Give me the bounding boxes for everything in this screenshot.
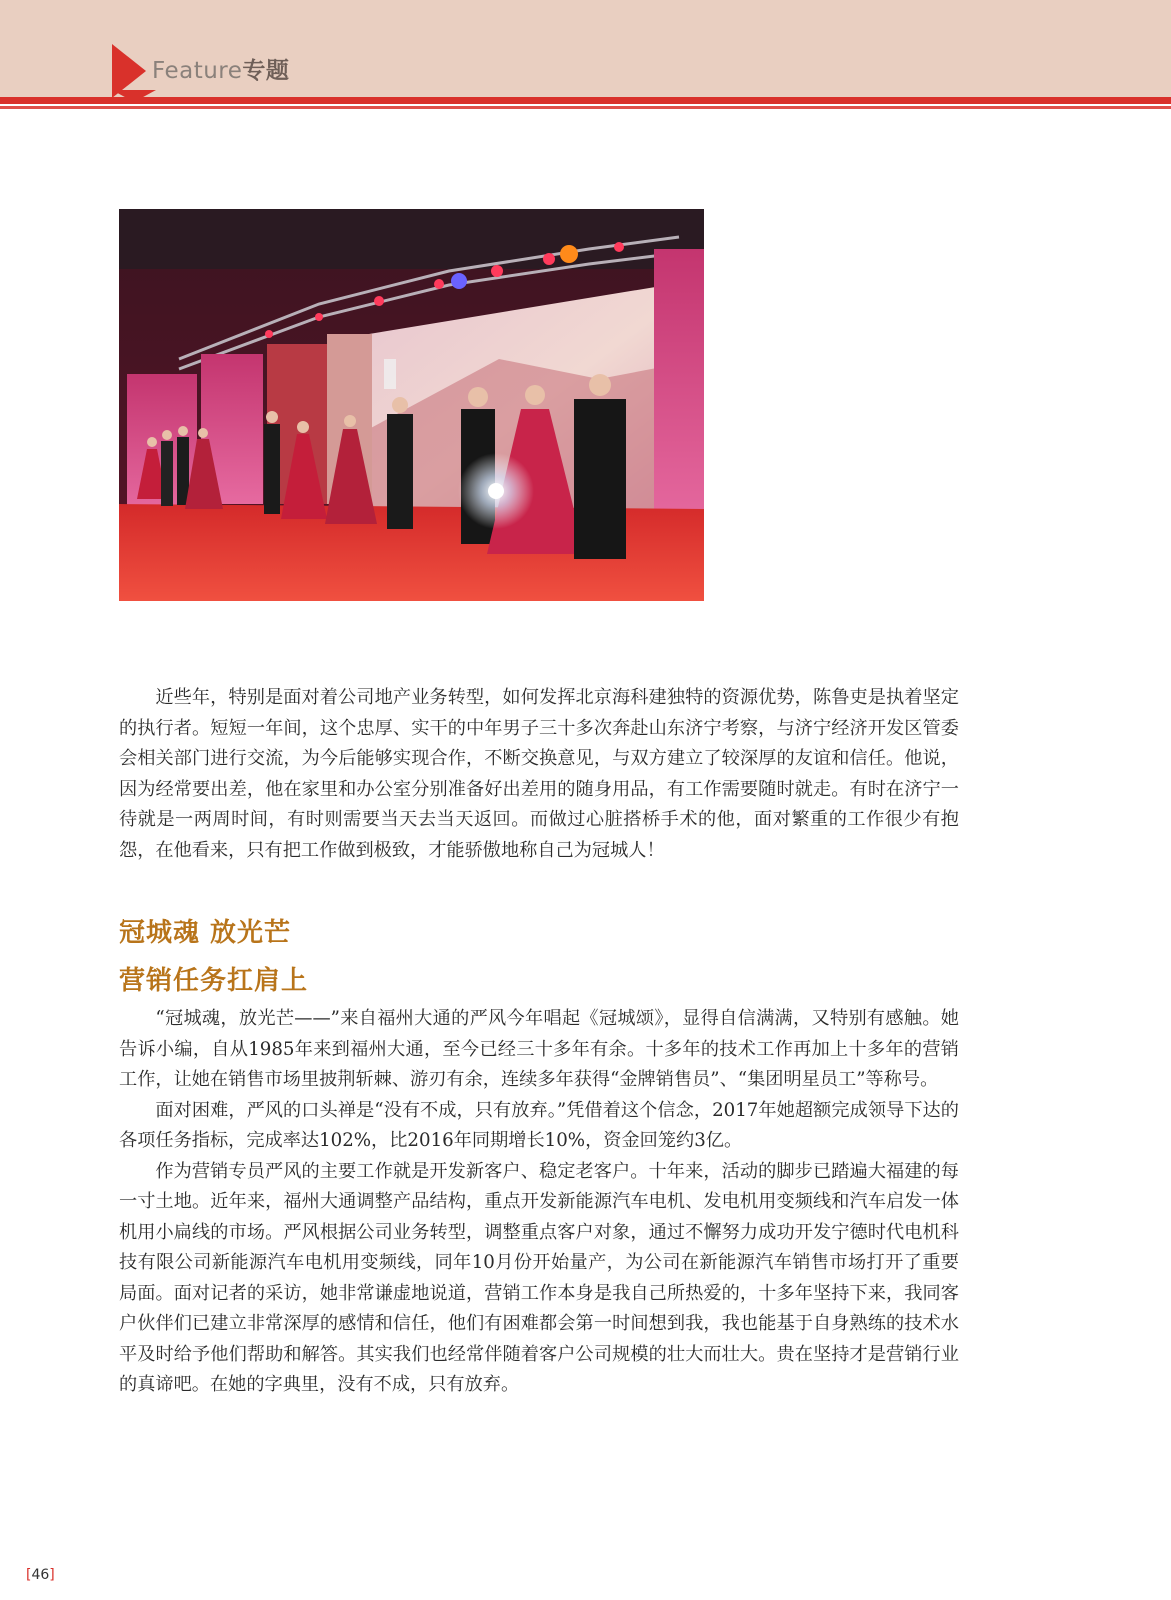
stage-photo [119,209,704,601]
body-paragraph: 作为营销专员严风的主要工作就是开发新客户、稳定老客户。十年来，活动的脚步已踏遍大福建的每一寸土地。近年来，福州大通调整产品结构，重点开发新能源汽车电机、发电机用变频线和汽车启发一体机用小扁线的市场。严风根据公司业务转型，调整重点客户对象，通过不懈努力成功开发宁德时代电机科技有限公司新能源汽车电机用变频线，同年10月份开始量产，为公司在新能源汽车销售市场打开了重要局面。面对记者的采访，她非常谦虚地说道，营销工作本身是我自己所热爱的，十多年坚持下来，我同客户伙伴们已建立非常深厚的感情和信任，他们有困难都会第一时间想到我，我也能基于自身熟练的技术水平及时给予他们帮助和解答。其实我们也经常伴随着客户公司规模的壮大而壮大。贵在坚持才是营销行业的真谛吧。在她的字典里，没有不成，只有放弃。 [119,1160,959,1395]
bracket-right-icon: ] [49,1567,55,1583]
page-number [26,1567,55,1583]
section-title-en: Feature [152,58,243,84]
body-paragraph: 面对困难，严风的口头禅是“没有不成，只有放弃。”凭借着这个信念，2017年她超额完成领导下达的各项任务指标，完成率达102%，比2016年同期增长10%，资金回笼约3亿。 [119,1099,959,1151]
header-stripe-thin [0,106,1171,109]
section-heading-1: 冠城魂 放光芒 [119,918,292,948]
body-paragraph: “冠城魂，放光芒——”来自福州大通的严风今年唱起《冠城颂》，显得自信满满，又特别有感触。她告诉小编，自从1985年来到福州大通，至今已经三十多年有余。十多年的技术工作再加上十多年的营销工作，让她在销售市场里披荆斩棘、游刃有余，连续多年获得“金牌销售员”、“集团明星员工”等称号。 [119,1008,959,1090]
section-title [152,58,289,84]
header-stripe [0,97,1171,104]
stage-photo-illustration [119,209,704,601]
page-header [0,0,1171,104]
section-heading-2: 营销任务扛肩上 [119,966,309,996]
bracket-left-icon: [ [26,1567,32,1583]
page-number-value: 46 [31,1567,50,1583]
body-text [119,1004,959,1401]
intro-text [119,683,959,866]
section-title-cn: 专题 [242,58,290,84]
intro-paragraph: 近些年，特别是面对着公司地产业务转型，如何发挥北京海科建独特的资源优势，陈鲁吏是执着坚定的执行者。短短一年间，这个忠厚、实干的中年男子三十多次奔赴山东济宁考察，与济宁经济开发区管委会相关部门进行交流，为今后能够实现合作，不断交换意见，与双方建立了较深厚的友谊和信任。他说，因为经常要出差，他在家里和办公室分别准备好出差用的随身用品，有工作需要随时就走。有时在济宁一待就是一两周时间，有时则需要当天去当天返回。而做过心脏搭桥手术的他，面对繁重的工作很少有抱怨，在他看来，只有把工作做到极致，才能骄傲地称自己为冠城人！ [119,687,959,861]
